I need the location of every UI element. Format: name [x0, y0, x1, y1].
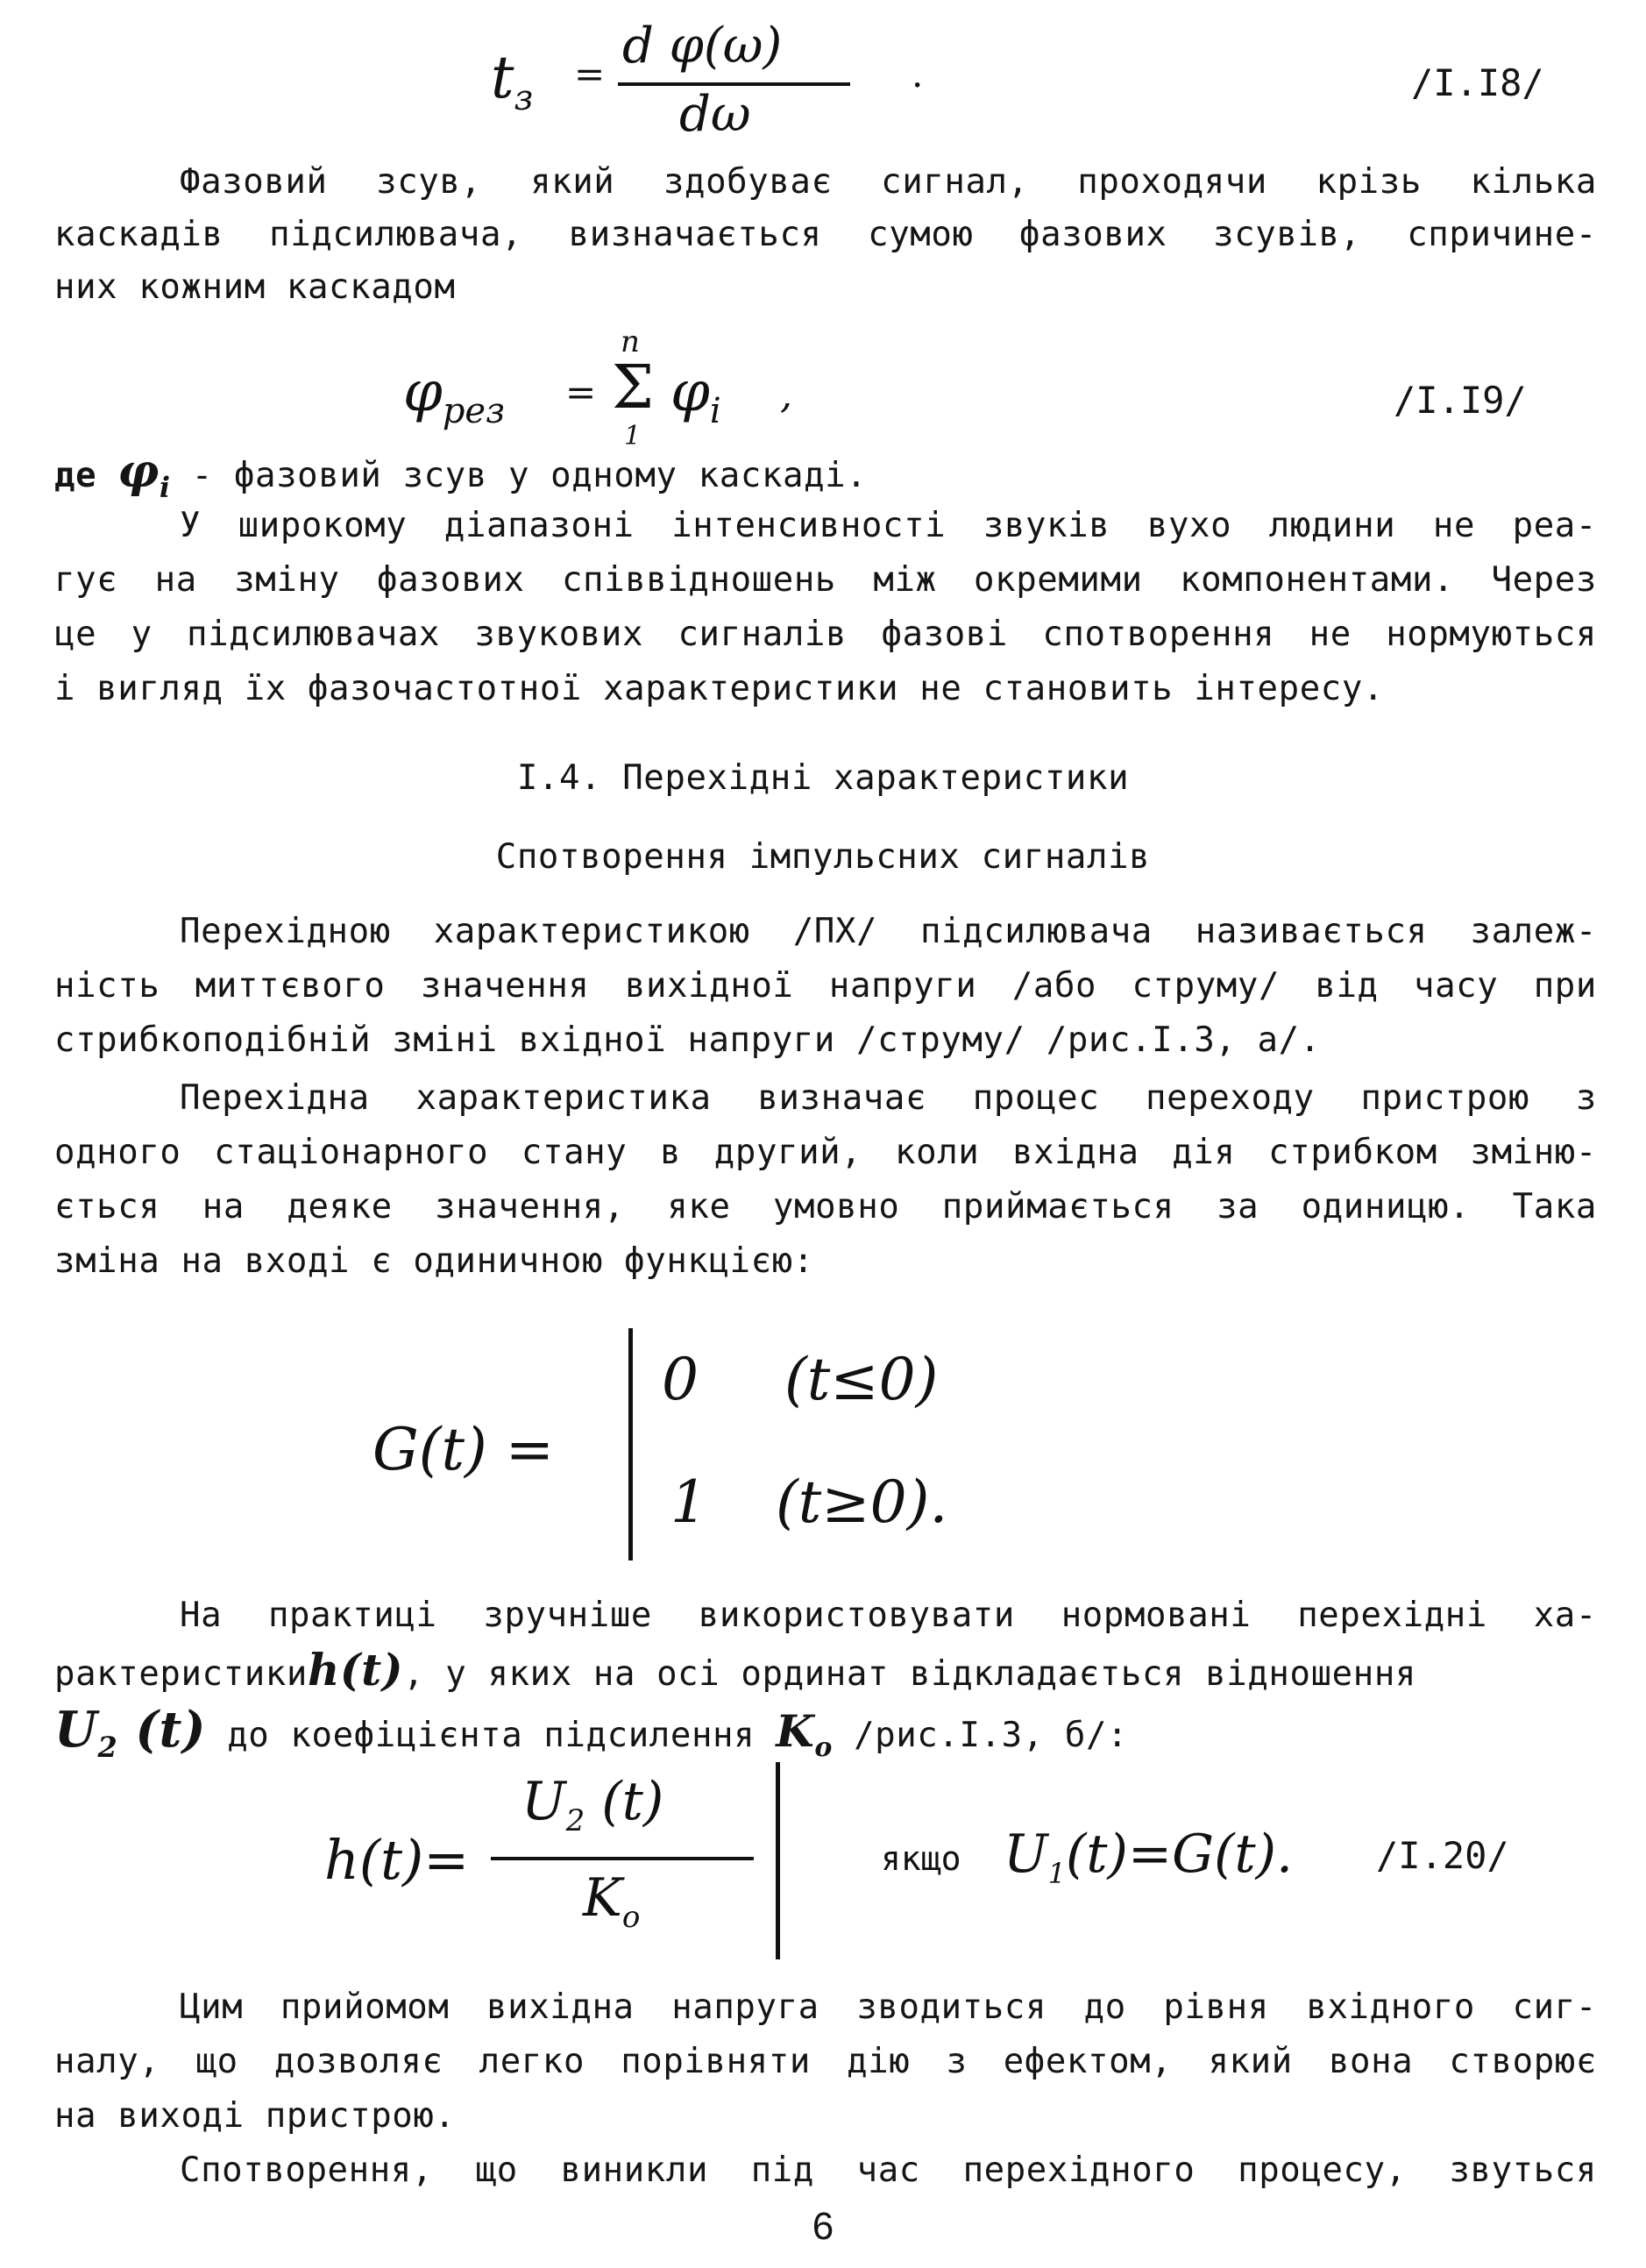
text-line: зміна на вході є одиничною функцією: — [54, 1241, 814, 1281]
text-line: $U_2$ (t) до коефіцієнта підсилення $K_o$ /рис.I.3, б/: — [54, 1701, 1129, 1765]
word: підсилювача — [919, 912, 1153, 951]
word: звуться — [1449, 2151, 1597, 2190]
word: пристрою — [1360, 1078, 1530, 1118]
sum-upper-limit: n — [621, 324, 640, 359]
word: визначається — [568, 215, 822, 254]
word: деяке — [287, 1187, 393, 1226]
phi-i-symbol: $\varphi_i$ — [117, 444, 171, 504]
word: при — [1533, 966, 1597, 1006]
word: що — [195, 2042, 238, 2081]
word: на — [154, 560, 197, 600]
sum-lower-limit: 1 — [624, 421, 642, 451]
word: прийомом — [280, 1987, 450, 2027]
word: ється — [54, 1187, 160, 1226]
word: яке — [667, 1187, 731, 1226]
word: здобуває — [663, 162, 833, 202]
text-line: на виході пристрою. — [54, 2096, 456, 2136]
brace-line — [628, 1328, 633, 1561]
word: одного — [54, 1133, 181, 1172]
word: характеристика — [415, 1078, 712, 1118]
text-line — [180, 907, 1597, 956]
word: зручніше — [483, 1596, 652, 1635]
word: часу — [1414, 966, 1499, 1006]
word: перехідного — [962, 2151, 1195, 2190]
word: рівня — [1163, 1987, 1269, 2027]
word: створює — [1449, 2042, 1597, 2081]
word: перехідні — [1297, 1596, 1487, 1635]
word: Спотворення, — [180, 2151, 433, 2190]
condition-expr: $U_1(t)=G(t)$. — [1004, 1824, 1294, 1890]
text-line — [54, 1183, 1597, 1232]
page-number: 6 — [812, 2205, 834, 2248]
fraction-bar — [491, 1857, 754, 1860]
word: вхідного — [1306, 1987, 1476, 2027]
word: вихідна — [486, 1987, 635, 2027]
word: Така — [1512, 1187, 1597, 1226]
formula-denominator: $K_o$ — [583, 1867, 641, 1935]
word: зміню- — [1470, 1133, 1597, 1172]
word: ефектом, — [1003, 2042, 1173, 2081]
text-line — [180, 1983, 1597, 2032]
word: вона — [1328, 2042, 1414, 2081]
word: приймається — [941, 1187, 1174, 1226]
word: визначає — [757, 1078, 927, 1118]
word: практиці — [267, 1596, 437, 1635]
word: зсув, — [376, 162, 482, 202]
formula-numerator: d φ(ω) — [622, 18, 783, 75]
word: переходу — [1146, 1078, 1315, 1118]
text-line — [54, 1128, 1597, 1177]
formula-lhs: h(t)= — [324, 1828, 470, 1892]
word: одиницю. — [1301, 1187, 1471, 1226]
word: струму/ — [1132, 966, 1281, 1006]
text-line: і вигляд їх фазочастотної характеристики не становить інтересу. — [54, 669, 1385, 708]
word: легко — [479, 2042, 585, 2081]
word: /ПХ/ — [792, 912, 878, 951]
word: нормуються — [1386, 615, 1597, 654]
word: з — [946, 2042, 968, 2081]
word: виникли — [560, 2151, 709, 2190]
word: окремими — [974, 560, 1143, 600]
condition-word: якщо — [881, 1839, 961, 1878]
formula-1-19: $\varphi_{рез}$ = n Σ 1 $\varphi_i$ , — [403, 324, 792, 451]
h-of-t-symbol: h(t) — [307, 1644, 404, 1696]
word: підсилювача, — [269, 215, 523, 254]
word: від — [1315, 966, 1379, 1006]
formula-rhs: $\varphi_i$ — [670, 359, 721, 431]
text-line — [54, 962, 1597, 1011]
word: за — [1217, 1187, 1259, 1226]
word: звукових — [474, 615, 644, 654]
word: інтенсивності — [671, 506, 947, 545]
word: нормовані — [1061, 1596, 1252, 1635]
word: спричине- — [1407, 215, 1597, 254]
word: ність — [54, 966, 160, 1006]
word: характеристикою — [433, 912, 750, 951]
word: співвідношень — [561, 560, 836, 600]
section-title: I.4. Перехідні характеристики — [516, 758, 1130, 798]
k0-symbol: $K_o$ — [776, 1705, 833, 1763]
formula-unit-step: G(t) = 0 (t≤0) 1 (t≥0). — [372, 1328, 1039, 1574]
text-line — [180, 1591, 1597, 1640]
word: під — [750, 2151, 814, 2190]
word: порівняти — [621, 2042, 811, 2081]
word: ха- — [1533, 1596, 1597, 1635]
word: спотворення — [1042, 615, 1275, 654]
word: сигналів — [678, 615, 848, 654]
word: Цим — [180, 1987, 244, 2027]
word: крізь — [1316, 162, 1422, 202]
word: дію — [847, 2042, 911, 2081]
text-line — [54, 2037, 1597, 2087]
word: вухо — [1146, 506, 1232, 545]
formula-numerator: $U_2$ (t) — [521, 1771, 664, 1838]
word: Фазовий — [180, 162, 328, 202]
word: реа- — [1512, 506, 1597, 545]
word: сигнал, — [881, 162, 1029, 202]
formula-1-18: $t_з$ = d φ(ω) dω . — [491, 18, 924, 143]
equation-number: /I.20/ — [1376, 1834, 1509, 1877]
word: Перехідна — [180, 1078, 370, 1118]
word: фазових — [1019, 215, 1167, 254]
word: який — [1208, 2042, 1293, 2081]
word: гує — [54, 560, 118, 600]
word: коли — [895, 1133, 980, 1172]
word: залеж- — [1470, 912, 1597, 951]
word: з — [1575, 1078, 1597, 1118]
word: Перехідною — [180, 912, 391, 951]
text-line — [180, 501, 1597, 551]
text-line: рактеристикиh(t), у яких на осі ординат відкладається відношення — [54, 1644, 1416, 1696]
text-line: них кожним каскадом — [54, 267, 456, 307]
word: другий, — [713, 1133, 862, 1172]
word: до — [1083, 1987, 1126, 2027]
word: компонентами. — [1180, 560, 1455, 600]
text-line — [54, 210, 1597, 260]
word: зводиться — [856, 1987, 1047, 2027]
word: вхідна — [1012, 1133, 1139, 1172]
separator-line — [776, 1762, 780, 1959]
word: Через — [1491, 560, 1597, 600]
text-line — [180, 158, 1597, 207]
formula-1-20 — [324, 1762, 1516, 1964]
word: миттєвого — [195, 966, 386, 1006]
word: звуків — [983, 506, 1110, 545]
word: не — [1432, 506, 1476, 545]
word: сиг- — [1512, 1987, 1597, 2027]
word: значення — [420, 966, 590, 1006]
word: час — [856, 2151, 920, 2190]
word: напруги — [828, 966, 977, 1006]
text-line — [54, 610, 1597, 659]
word: сумою — [868, 215, 974, 254]
word: у — [131, 615, 153, 654]
word: підсилювачах — [187, 615, 441, 654]
word: дозволяє — [273, 2042, 443, 2081]
word: На — [180, 1596, 223, 1635]
word: людини — [1268, 506, 1396, 545]
word: широкому — [238, 506, 408, 545]
word: стану — [521, 1133, 628, 1172]
word: /або — [1011, 966, 1097, 1006]
word: не — [1309, 615, 1352, 654]
word: фазових — [377, 560, 525, 600]
word: значення, — [435, 1187, 625, 1226]
equation-number: /I.I9/ — [1394, 379, 1527, 422]
text-line: де $\varphi_i$ - фазовий зсув у одному каскаді. — [54, 444, 868, 504]
word: зміну — [234, 560, 340, 600]
word: напруга — [671, 1987, 819, 2027]
word: діапазоні — [443, 506, 635, 545]
text-line — [54, 556, 1597, 605]
word: який — [530, 162, 615, 202]
word: це — [54, 615, 97, 654]
u2-symbol: $U_2$ (t) — [54, 1701, 207, 1765]
formula-denominator: dω — [679, 86, 751, 143]
word: на — [202, 1187, 245, 1226]
equation-number: /I.I8/ — [1411, 61, 1544, 104]
word: стаціонарного — [214, 1133, 489, 1172]
word: зсувів, — [1213, 215, 1361, 254]
word: проходячи — [1077, 162, 1267, 202]
word: називається — [1195, 912, 1428, 951]
word: використовувати — [698, 1596, 1015, 1635]
word: між — [873, 560, 937, 600]
word: в — [660, 1133, 682, 1172]
word: процес — [972, 1078, 1100, 1118]
word: фазові — [881, 615, 1008, 654]
text-line — [180, 1074, 1597, 1123]
word: стрибком — [1268, 1133, 1437, 1172]
word: вихідної — [624, 966, 794, 1006]
word: що — [475, 2151, 518, 2190]
word: каскадів — [54, 215, 223, 254]
sum-sign: Σ — [612, 353, 655, 423]
word: умовно — [772, 1187, 900, 1226]
word: налу, — [54, 2042, 160, 2081]
text-line: стрибкоподібній зміні вхідної напруги /струму/ /рис.I.3, а/. — [54, 1020, 1321, 1060]
word: дія — [1172, 1133, 1236, 1172]
formula-lhs: G(t) = — [372, 1416, 555, 1483]
formula-lhs: $t_з$ — [491, 44, 534, 119]
section-subtitle: Спотворення імпульсних сигналів — [495, 837, 1151, 877]
word: кілька — [1470, 162, 1597, 202]
formula-lhs: $\varphi_{рез}$ — [403, 359, 505, 431]
word: процесу, — [1238, 2151, 1407, 2190]
text-line — [180, 2146, 1597, 2195]
word: У — [180, 506, 202, 545]
